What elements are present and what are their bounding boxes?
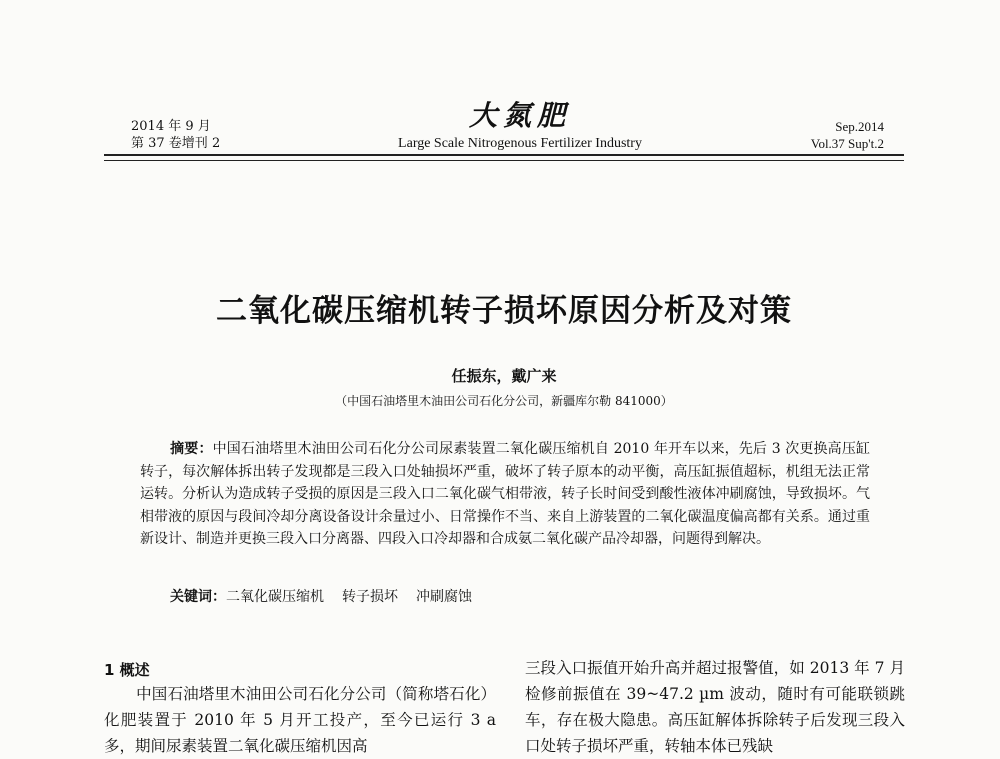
abstract-label: 摘要： — [170, 441, 213, 457]
body-column-left — [104, 681, 496, 759]
header-rule-thin — [104, 160, 904, 161]
header-date-en: Sep.2014 — [835, 119, 884, 134]
header-date: 2014 年 9 月 — [131, 119, 211, 134]
journal-name-en: Large Scale Nitrogenous Fertilizer Industry — [398, 136, 642, 151]
header-date-volume-en — [811, 118, 884, 152]
keyword-item: 转子损坏 — [342, 589, 398, 605]
article-authors: 任振东，戴广来 — [451, 367, 557, 385]
article-affiliation: （中国石油塔里木油田公司石化分公司，新疆库尔勒 841000） — [335, 394, 673, 408]
body-paragraph: 三段入口振值开始升高并超过报警值，如 2013 年 7 月检修前振值在 39~47.2 µm 波动，随时有可能联锁跳车，存在极大隐患。高压缸解体拆除转子后发现三段入口处转子损坏严重，转轴本体已残缺 — [525, 659, 905, 755]
keyword-item: 冲刷腐蚀 — [416, 589, 472, 605]
header-volume-en: Vol.37 Sup't.2 — [810, 136, 884, 151]
header-date-volume — [131, 118, 220, 152]
journal-logo: 大氮肥 — [468, 99, 571, 132]
body-column-right — [525, 655, 905, 759]
abstract-text: 中国石油塔里木油田公司石化分公司尿素装置二氧化碳压缩机自 2010 年开车以来，先后 3 次更换高压缸转子，每次解体拆出转子发现都是三段入口处轴损坏严重，破坏了转子原本的动平衡，高压缸振值超标，机组无法正常运转。分析认为造成转子受损的原因是三段入口二氧化碳气相带液，转子长时间受到酸性液体冲刷腐蚀，导致损坏。气相带液的原因与段间冷却分离设备设计余量过小、日常操作不当、来自上游装置的二氧化碳温度偏高都有关系。通过重新设计、制造并更换三段入口分离器、四段入口冷却器和合成氨二氧化碳产品冷却器，问题得到解决。 — [140, 441, 870, 547]
header-rule-thick — [104, 154, 904, 156]
keywords — [170, 586, 490, 606]
header-volume: 第 37 卷增刊 2 — [131, 136, 221, 151]
keywords-label: 关键词： — [170, 589, 226, 605]
body-paragraph: 中国石油塔里木油田公司石化分公司（简称塔石化）化肥装置于 2010 年 5 月开工投产，至今已运行 3 a 多，期间尿素装置二氧化碳压缩机因高 — [104, 685, 496, 755]
keyword-item: 二氧化碳压缩机 — [226, 589, 324, 605]
journal-masthead — [370, 100, 670, 152]
abstract — [140, 438, 870, 551]
article-title: 二氧化碳压缩机转子损坏原因分析及对策 — [216, 293, 792, 329]
section-heading: 1 概述 — [104, 661, 150, 679]
